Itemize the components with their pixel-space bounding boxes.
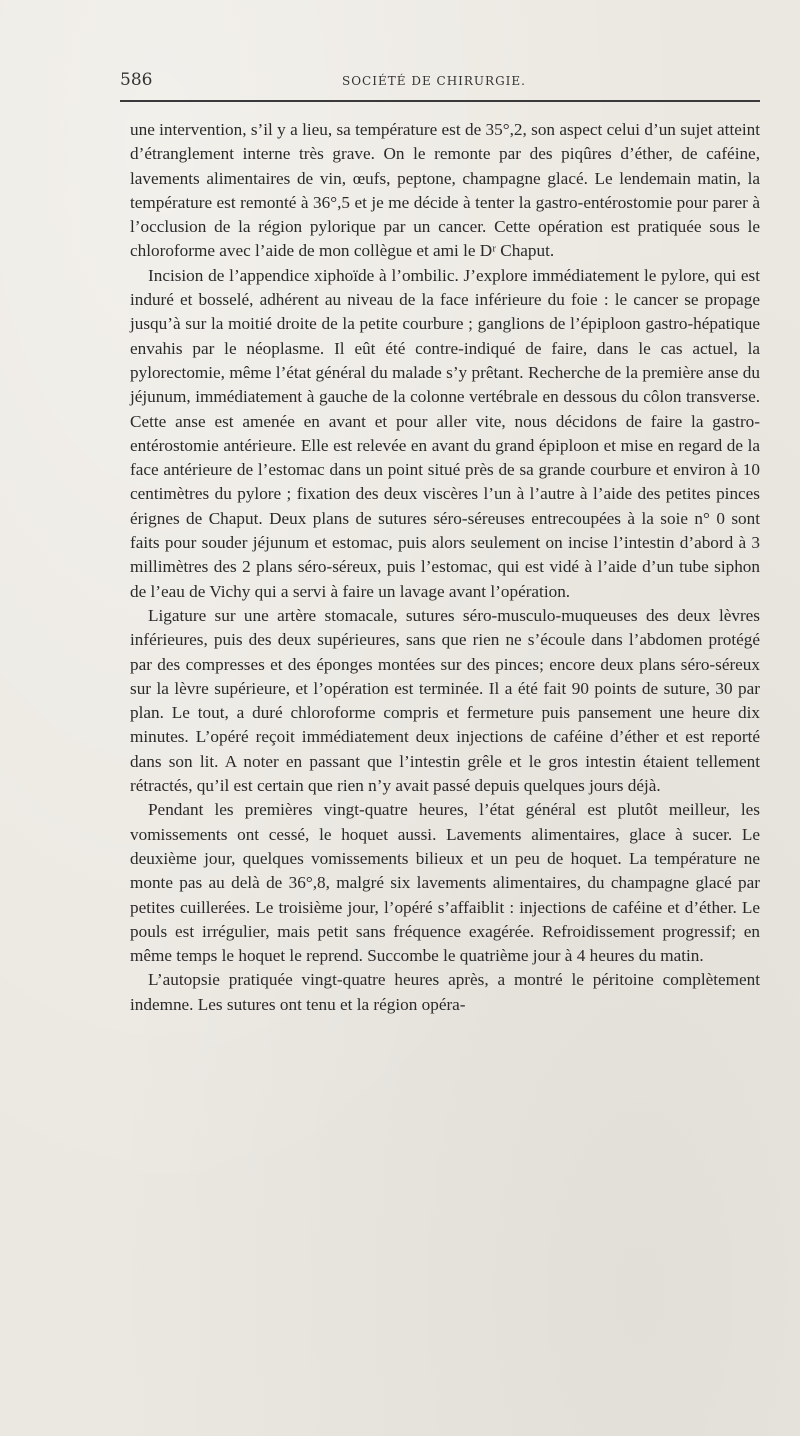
paragraph-2: Incision de l’appendice xiphoïde à l’ombilic. J’explore immédiatement le pylore, qui est induré et bosselé, adhérent au niveau de la face inférieure du foie : le cancer se propage jusqu’à sur la moitié droite de la petite courbure ; ganglions de l’épiploon gastro-hépatique envahis par le néoplasme. Il eût été contre-indiqué de faire, dans le cas actuel, la pylorectomie, même l’état général du malade s’y prêtant. Recherche de la première anse du jéjunum, immédiatement à gauche de la colonne vertébrale en dessous du côlon transverse. Cette anse est amenée en avant et pour aller vite, nous décidons de faire la gastro-entérostomie antérieure. Elle est relevée en avant du grand épiploon et mise en regard de la face antérieure de l’estomac dans un point situé près de sa grande courbure et environ à 10 centimètres du pylore ; fixation des deux viscères l’un à l’autre à l’aide des petites pinces érignes de Chaput. Deux plans de sutures séro-séreuses entrecoupées à la soie n° 0 sont faits pour souder jéjunum et estomac, puis alors seulement on incise l’intestin d’abord à 3 millimètres des 2 plans séro-séreux, puis l’estomac, qui est vidé à l’aide d’un tube siphon de l’eau de Vichy qui a servi à faire un lavage avant l’opération. [130, 265, 760, 601]
paragraph-3: Ligature sur une artère stomacale, sutures séro-musculo-muqueuses des deux lèvres inférieures, puis des deux supérieures, sans que rien ne s’écoule dans l’abdomen protégé par des compresses et des éponges montées sur des pinces; encore deux plans séro-séreux sur la lèvre supérieure, et l’opération est terminée. Il a été fait 90 points de suture, 30 par plan. Le tout, a duré chloroforme compris et fermeture puis pansement une heure dix minutes. L’opéré reçoit immédiatement deux injections de caféine d’éther et est reporté dans son lit. A noter en passant que l’intestin grêle et le gros intestin étaient tellement rétractés, qu’il est certain que rien n’y avait passé depuis quelques jours déjà. [130, 605, 760, 796]
page-header [120, 64, 760, 104]
paragraph-1: une intervention, s’il y a lieu, sa température est de 35°,2, son aspect celui d’un sujet atteint d’étranglement interne très grave. On le remonte par des piqûres d’éther, de caféine, lavements alimentaires de vin, œufs, peptone, champagne glacé. Le lendemain matin, la température est remonté à 36°,5 et je me décide à tenter la gastro-entérostomie pour parer à l’occlusion de la région pylorique par un cancer. Cette opération est pratiquée sous le chloroforme avec l’aide de mon collègue et ami le Dʳ Chaput. [130, 120, 760, 261]
header-rule [120, 100, 760, 102]
running-head: SOCIÉTÉ DE CHIRURGIE. [342, 74, 526, 88]
page-number: 586 [120, 70, 153, 90]
paragraph-5: L’autopsie pratiquée vingt-quatre heures après, a montré le péritoine complètement indemne. Les sutures ont tenu et la région opéra- [130, 970, 760, 1014]
paragraph-4: Pendant les premières vingt-quatre heures, l’état général est plutôt meilleur, les vomissements ont cessé, le hoquet aussi. Lavements alimentaires, glace à sucer. Le deuxième jour, quelques vomissements bilieux et un peu de hoquet. La température ne monte pas au delà de 36°,8, malgré six lavements alimentaires, du champagne glacé par petites cuillerées. Le troisième jour, l’opéré s’affaiblit : injections de caféine et d’éther. Le pouls est irrégulier, mais petit sans fréquence exagérée. Refroidissement progressif; en même temps le hoquet le reprend. Succombe le quatrième jour à 4 heures du matin. [130, 800, 760, 966]
body-text [130, 118, 760, 1017]
